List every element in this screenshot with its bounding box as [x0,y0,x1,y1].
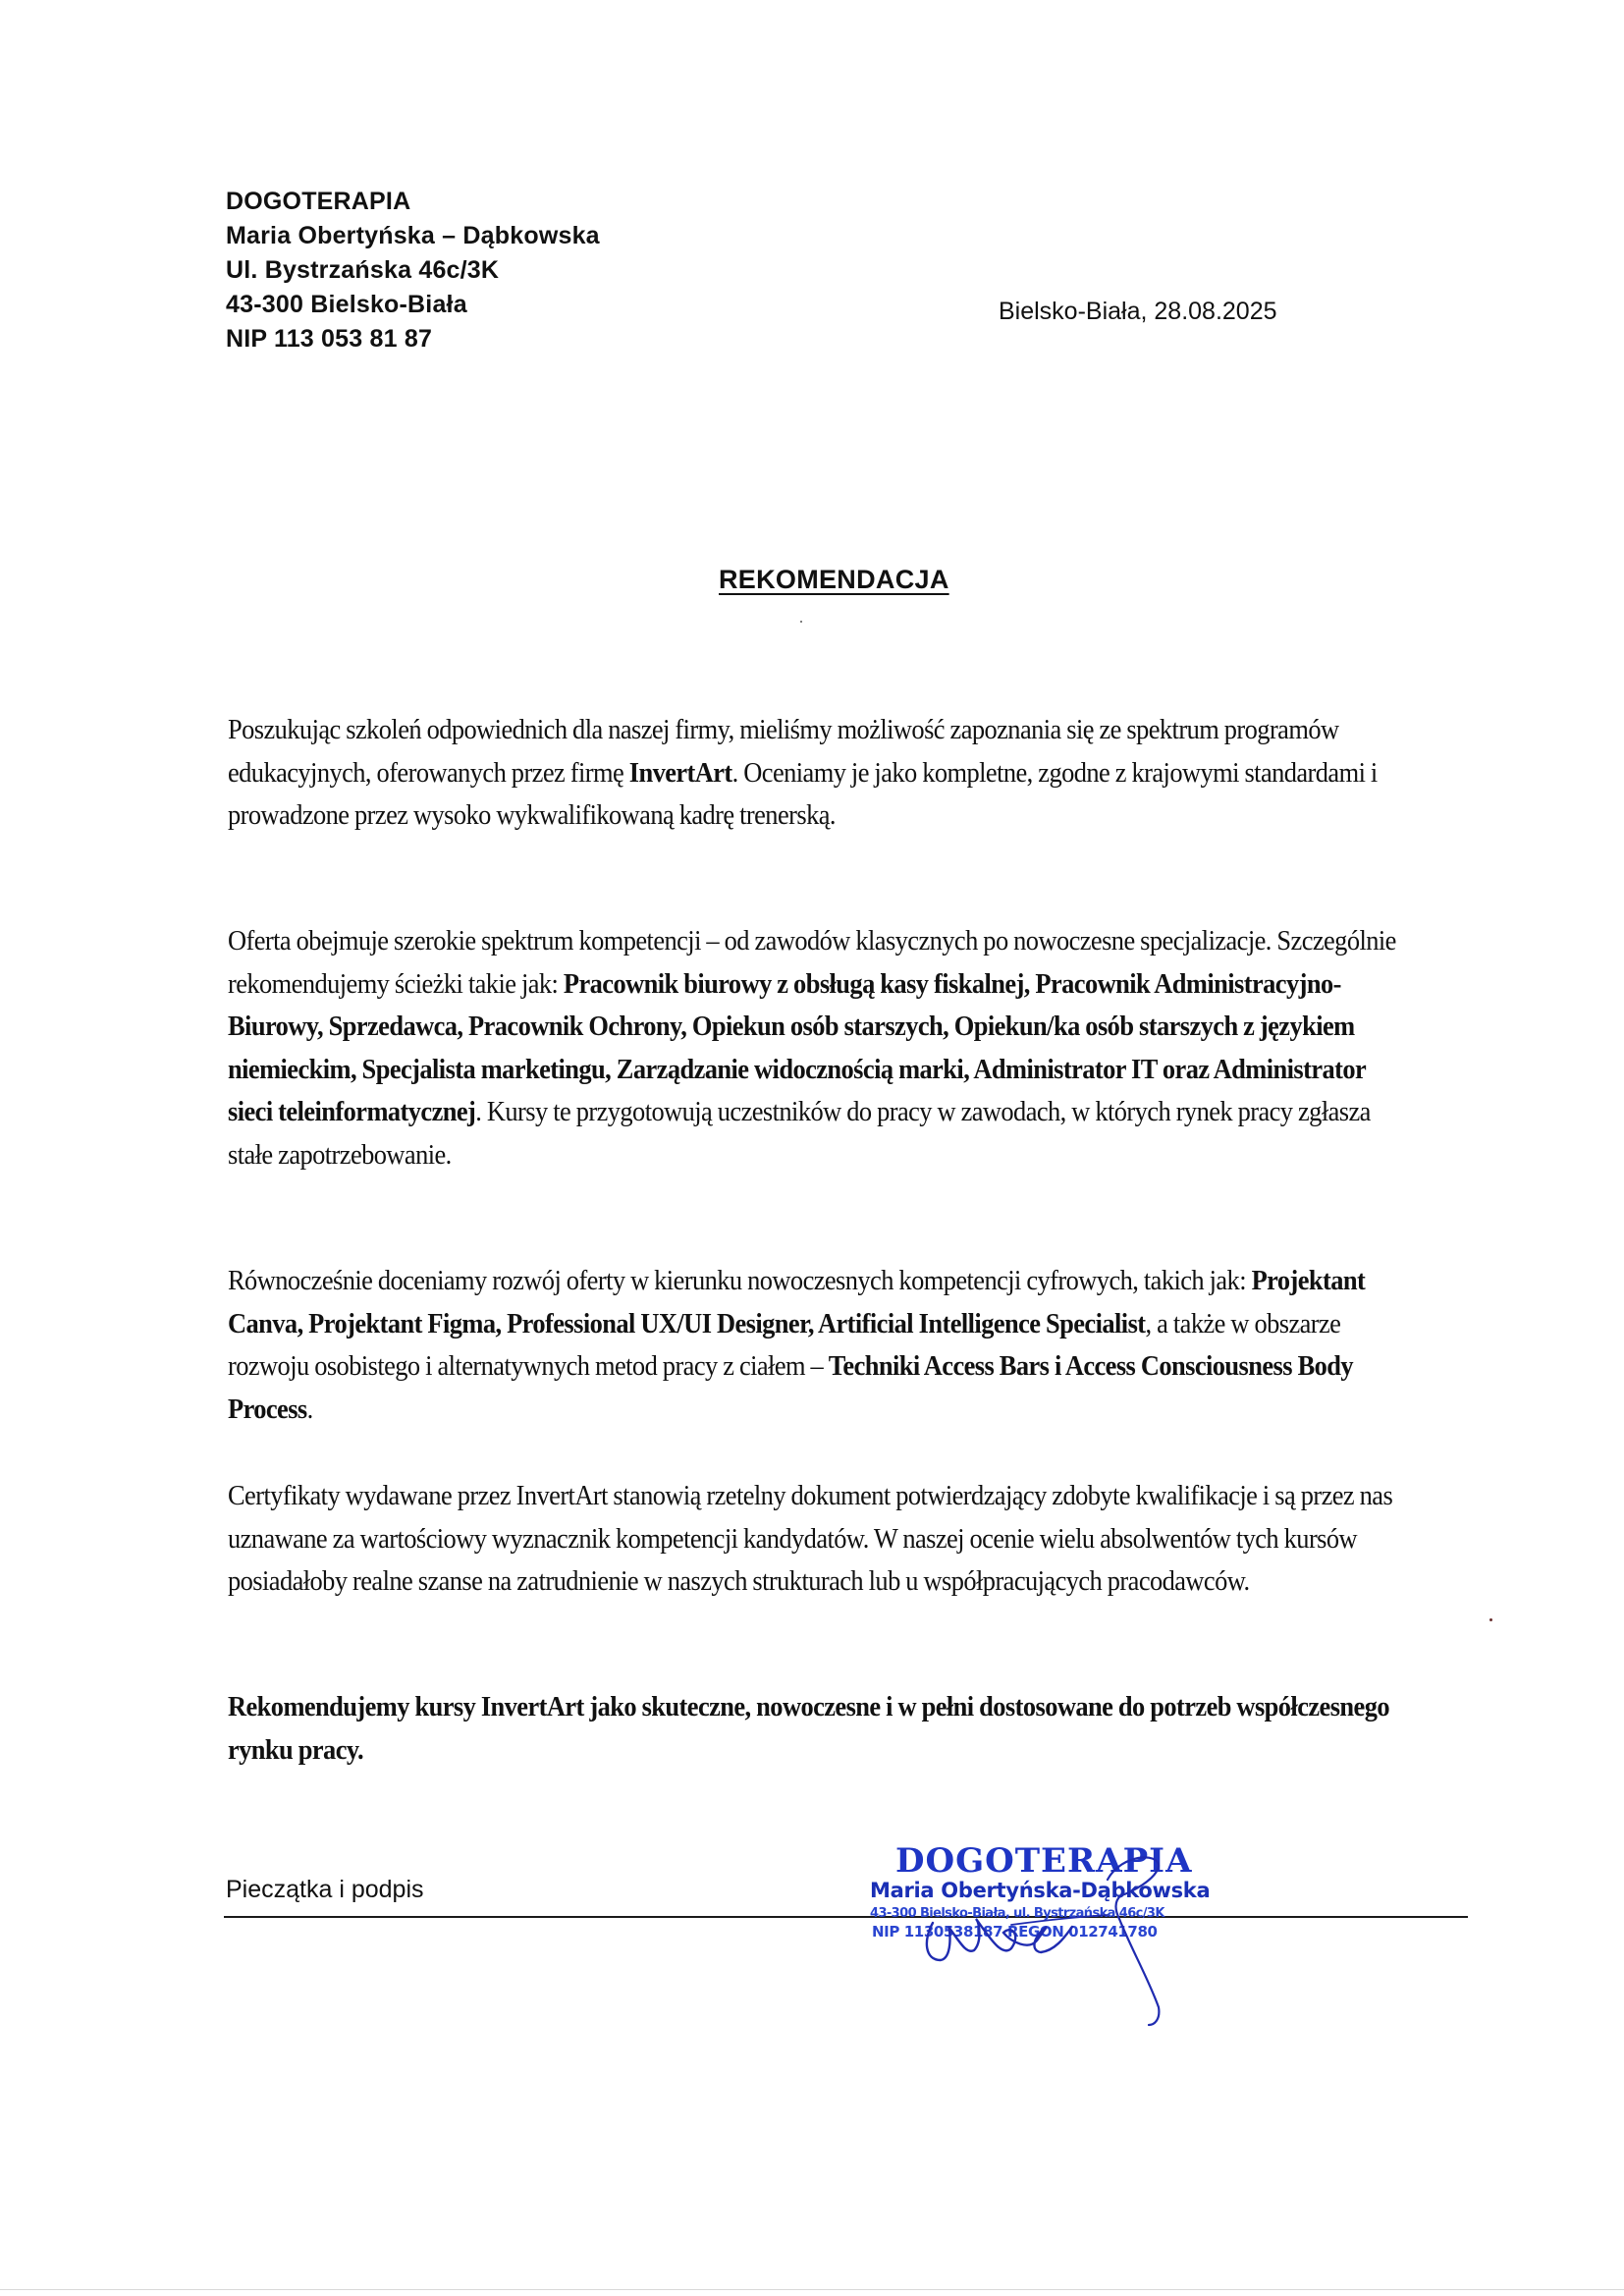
bold-text-run: InvertArt [628,757,732,789]
sender-name: Maria Obertyńska – Dąbkowska [226,222,600,249]
text-run: , a także w obszarze rozwoju osobistego i alternatywnych metod pracy z ciałem – [228,1308,1341,1382]
sender-street: Ul. Bystrzańska 46c/3K [226,256,500,284]
sender-block [226,185,600,356]
paragraph-offer [228,920,1415,1176]
stamp-name: Maria Obertyńska-Dąbkowska [870,1879,1211,1902]
stamp-ids: NIP 1130538187 REGON 012741780 [872,1923,1158,1941]
paragraph-intro [228,709,1415,838]
signature-underscore [1011,1915,1108,1925]
sender-company: DOGOTERAPIA [226,188,411,215]
signature-label: Pieczątka i podpis [226,1876,424,1903]
text-run: Certyfikaty wydawane przez InvertArt stanowią rzetelny dokument potwierdzający zdobyte kwalifikacje i są przez nas uznawane za wartościowy wyznacznik kompetencji kandydatów. W naszej ocenie wielu absolwentów tych kursów posiadałoby realne szanse na zatrudnienie w naszych strukturach lub u współpracujących pracodawców. [228,1481,1393,1597]
text-run: . Oceniamy je jako kompletne, zgodne z krajowymi standardami i prowadzone przez wysoko wykwalifikowaną kadrę trenerską. [228,757,1378,831]
signature-flourish [1108,1857,1159,2025]
text-run: . Kursy te przygotowują uczestników do pracy w zawodach, w których rynek pracy zgłasza stałe zapotrzebowanie. [228,1097,1371,1171]
stamp-address: 43-300 Bielsko-Biała, ul. Bystrzańska 46c/3K [870,1906,1164,1921]
signature-line [224,1916,1468,1918]
bold-text-run: Rekomendujemy kursy InvertArt jako skuteczne, nowoczesne i w pełni dostosowane do potrzeb współczesnego rynku pracy. [228,1692,1389,1766]
text-run: . [306,1394,313,1425]
text-run: Poszukując szkoleń odpowiednich dla naszej firmy, mieliśmy możliwość zapoznania się ze spektrum programów edukacyjnych, oferowanych przez firmę [228,715,1339,789]
paragraph-conclusion [228,1686,1415,1772]
company-stamp [864,1832,1257,2029]
bold-text-run: Techniki Access Bars i Access Consciousness Body Process [228,1351,1354,1425]
scan-speck [1489,1618,1492,1621]
place-and-date: Bielsko-Biała, 28.08.2025 [999,298,1277,325]
paragraph-digital-competences [228,1260,1415,1431]
sender-nip: NIP 113 053 81 87 [226,325,433,353]
text-run: Oferta obejmuje szerokie spektrum kompetencji – od zawodów klasycznych po nowoczesne specjalizacje. Szczególnie rekomendujemy ścieżki takie jak: [228,926,1396,1000]
document-title: REKOMENDACJA [719,565,949,594]
paragraph-certificates [228,1475,1415,1604]
stamp-title: DOGOTERAPIA [895,1841,1193,1881]
text-run: Równocześnie doceniamy rozwój oferty w kierunku nowoczesnych kompetencji cyfrowych, takich jak: [228,1266,1252,1296]
page-edge [0,2289,1624,2290]
sender-city: 43-300 Bielsko-Biała [226,291,467,318]
bold-text-run: Projektant Canva, Projektant Figma, Professional UX/UI Designer, Artificial Intelligence Specialist [228,1266,1366,1339]
handwritten-signature [864,1832,1257,2029]
scan-speck [800,621,802,623]
bold-text-run: Pracownik biurowy z obsługą kasy fiskalnej, Pracownik Administracyjno-Biurowy, Sprzedawca, Pracownik Ochrony, Opiekun osób starszych, Opiekun/ka osób starszych z językiem niemieckim, Specjalista marketingu, Zarządzanie widocznością marki, Administrator IT oraz Administrator sieci teleinformatycznej [228,968,1366,1127]
signature-stroke [927,1919,1072,1960]
